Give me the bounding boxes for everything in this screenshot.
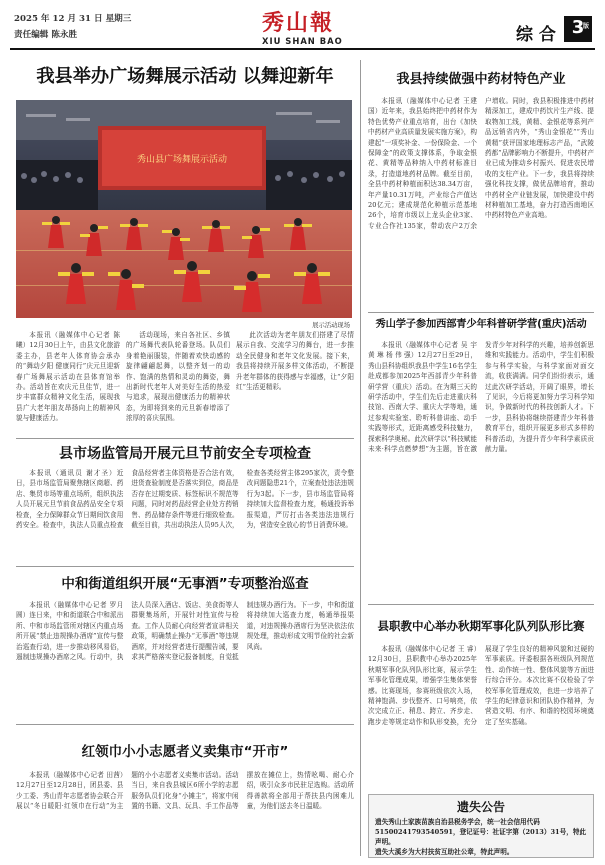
page-number-box: [564, 16, 592, 42]
article-7-title: 县职教中心举办秋期军事化队列队形比赛: [377, 619, 585, 633]
newspaper-logo-en: XIU SHAN BAO: [262, 36, 343, 46]
divider-left-1: [16, 438, 354, 439]
notice-line-1: 遗失秀山土家族苗族自治县税务学会，统一社会信用代码51500241793540591，登记证号：社证字第（2013）31号，特此声明。: [375, 818, 587, 846]
lost-notice-box: [368, 794, 594, 858]
article-1-body-col-3: 此次活动为老年朋友们搭建了尽情展示自我、交流学习的舞台，进一步推动全民健身和老年文化发展。接下来，我县将持续开展多样文体活动，不断提升老年群体的获得感与幸福感，让“夕阳红”生活更精彩。: [236, 331, 354, 392]
article-7-body: 本报讯（融媒体中心记者 王 睿）12月30日，县职教中心举办2025年秋期军事化队列队形比赛，展示学生军事化管理成果，增强学生集体荣誉感。比赛现场，参赛班级依次入场，精神饱满、步伐整齐、口号响亮，依次完成立正、稍息、跨立、齐步走、跑步走等规定动作和队形变换，充分展现了学生良好的精神风貌和过硬的军事素质。评委根据各班级队列规范性、动作统一性、整体风貌等方面进行综合评分。本次比赛不仅检验了学校军事化管理成效，也进一步培养了学生的纪律意识和团队协作精神，为营造文明、有序、和谐的校园环境奠定了坚实基础。: [368, 645, 594, 726]
section-name: 综 合: [516, 25, 556, 45]
divider-right-2: [368, 604, 594, 605]
article-4-title: 县市场监管局开展元旦节前安全专项检查: [59, 446, 311, 462]
newspaper-logo: 秀山報: [262, 10, 335, 36]
divider-left-3: [16, 724, 354, 725]
article-2-title: 我县持续做强中药材特色产业: [396, 72, 566, 87]
stage-banner-text: 秀山县广场舞展示活动: [136, 155, 228, 165]
article-4-body: 本报讯（通讯员 谢才圣）近日，县市场监管局聚焦辖区商超、药店、集贸市场等重点场所，组织执法人员开展元旦节前食品药品安全专项检查，全力保障群众节日期间饮食用药安全。检查中，执法人员重点检查食品经营者主体资格是否合法有效，进货查验制度是否落实到位，商品是否存在过期变质、标签标识不规范等问题，同时对药品经营企业处方药销售、药品储存条件等进行细致检查。截至目前，共出动执法人员95人次，检查各类经营主体295家次，责令整改问题隐患21个，立案查处违法违规行为3起。下一步，县市场监管局将持续加大监督检查力度，畅通投诉举报渠道，严厉打击各类违法违规行为，营造安全放心的节日消费环境。: [16, 469, 354, 530]
dance-stage-photo: [16, 100, 352, 318]
article-1-photo: [16, 100, 352, 318]
article-3-title: 秀山学子参加西部青少年科普研学营(重庆)活动: [375, 318, 587, 330]
article-1-photo-caption: 展示活动现场: [312, 322, 350, 329]
page-suffix: 版: [582, 23, 589, 30]
article-5-body: 本报讯（融媒体中心记者 罗月圆）连日来，中和街道联合中和派出所、中和市场监管所对辖区内重点场所开展“禁止违规操办酒席”宣传与整治巡查行动，进一步推动移风易俗，遏制违规操办酒席之风。行动中，执法人员深入酒店、饭店、美食街等人群聚集场所，开展针对性宣传与检查。工作人员耐心向经营者宣讲相关政策，明确禁止操办“无事酒”等违规酒席，并对经营者进行提醒告诫，要求其严格落实登记报备制度，自觉抵制违规办酒行为。下一步，中和街道将持续加大巡查力度，畅通举报渠道，对违规操办酒席行为坚决依法依规处理，推动形成文明节俭的社会新风尚。: [16, 601, 354, 662]
divider-left-2: [16, 566, 354, 567]
article-2-body: 本报讯（融媒体中心记者 王建国）近年来，我县始终把中药材作为特色优势产业重点培育，出台《加快中药材产业高质量发展实施方案》，构建起“一项奖补金、一份保险金、一个保障金”的政策支撑体系，争取金银花、黄精等品种纳入中药材标准目录，打造道地药材品牌。截至目前，全县中药材种植面积达38.34万亩，年产量10.31万吨，产业综合产值达20亿元；建成规范化种植示范基地26个，培育市级以上龙头企业3家、专业合作社135家，带动农户2万余户增收。同时，我县积极推进中药材精深加工，建成中药饮片生产线、提取物加工线，黄精、金银花等系列产品远销省内外，“秀山金银花”“秀山黄精”获评国家地理标志产品，“武陵药都”品牌影响力不断提升，中药材产业已成为推动乡村振兴、促进农民增收的支柱产业。下一步，我县将持续强化科技支撑，做优品牌培育，推动中药材全产业链发展，加快建设中药材种植加工基地，奋力打造西南地区中药材特色产业高地。: [368, 97, 594, 230]
article-5-title: 中和街道组织开展“无事酒”专项整治巡查: [61, 576, 309, 592]
article-3-body: 本报讯（融媒体中心记者 吴 宇 黄 琳 杨 伟 强）12月27日至29日，秀山县科协组织我县中学生16名学生赴成都参加2025年西部青少年科普研学营（重庆）活动。在为期三天的研学活动中，学生们先后走进重庆科技馆、西南大学、重庆大学等地，通过参观实验室、聆听科普讲座、动手实践等形式，近距离感受科技魅力，探索科学奥秘。此次研学以“科技赋能未来·科学点燃梦想”为主题，旨在激发青少年对科学的兴趣，培养创新思维和实践能力。活动中，学生们积极参与科学实验，与科学家面对面交流，收获满满。同学们纷纷表示，通过此次研学活动，开阔了眼界，增长了见识，今后将更加努力学习科学知识，争做新时代的科技创新人才。下一步，县科协将继续搭建青少年科普教育平台，组织开展更多形式多样的科普活动，为提升青少年科学素质贡献力量。: [368, 341, 594, 454]
masthead: [0, 0, 605, 48]
divider-right-1: [368, 312, 594, 313]
article-1-body-col-2: 活动现场，来自各社区、乡镇的广场舞代表队轮番登场。队员们身着艳丽服装，伴随着欢快动感的旋律翩翩起舞，以整齐划一的动作、饱满的热情和灵动的舞姿，舞出新时代老年人对美好生活的热爱与追求，展现出健康活力的精神状态，为即将到来的元旦新春增添了浓厚的喜庆氛围。: [126, 331, 230, 423]
column-divider: [360, 60, 361, 856]
article-6-title: 红领巾小小志愿者义卖集市“开市”: [81, 744, 289, 760]
responsible-editor: 责任编辑 陈永胜: [14, 30, 78, 40]
article-1-body-col-1: 本报讯（融媒体中心记者 陈曦）12月30日上午，由县文化旅游委主办，县老年人体育协会承办的“舞动夕阳 健康同行”庆元旦迎新春广场舞展示活动在县体育馆举办。活动旨在欢庆元旦佳节，进一步丰富群众精神文化生活，展现我县广大老年朋友昂扬向上的精神风貌与健康活力。: [16, 331, 120, 423]
masthead-rule: [10, 48, 595, 50]
issue-date: 2025 年 12 月 31 日 星期三: [14, 14, 132, 24]
notice-title: 遗失公告: [456, 800, 505, 814]
article-6-body: 本报讯（融媒体中心记者 田茜）12月27日至12月28日，团县委、县少工委、秀山青年志愿者协会联合开展以“冬日暖阳·红领巾在行动”为主题的小小志愿者义卖集市活动。活动当日，来自我县城区6所小学的志愿服务队员们化身“小摊主”，将家中闲置的书籍、文具、玩具、手工作品等摆放在摊位上，热情吆喝、耐心介绍，吸引众多市民驻足选购。活动所得善款将全部用于帮扶县内困难儿童，为他们送去冬日温暖。: [16, 771, 354, 811]
notice-line-2: 遗失大溪乡为大村扶贫互助社公章，特此声明。: [375, 848, 514, 856]
page-number: 3: [571, 17, 585, 38]
article-1-title: 我县举办广场舞展示活动 以舞迎新年: [36, 66, 334, 87]
